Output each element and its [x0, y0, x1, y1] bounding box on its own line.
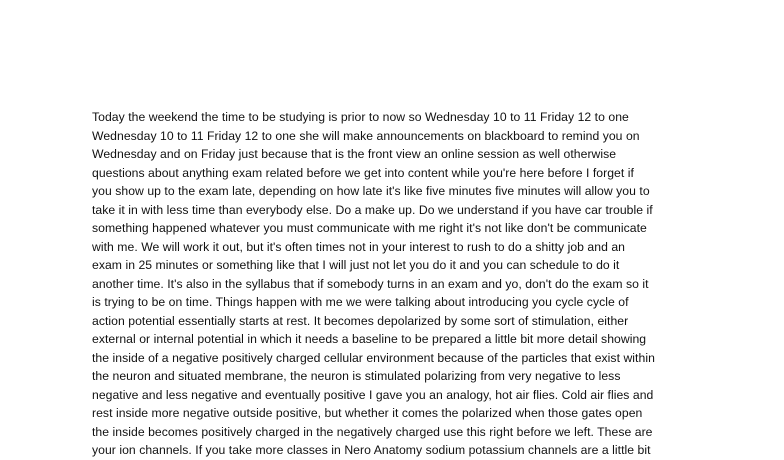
text-line: you show up to the exam late, depending on how late it's like five minutes five minutes will allow you to — [92, 184, 650, 198]
text-line: something happened whatever you must communicate with me right it's not like don't be communicate — [92, 221, 647, 235]
text-line: another time. It's also in the syllabus that if somebody turns in an exam and yo, don't do the exam so it — [92, 276, 649, 291]
text-line: the inside becomes positively charged in the negatively charged use this right before we left. These are — [92, 424, 653, 439]
text-line: exam in 25 minutes or something like that I will just not let you do it and you can schedule to do it — [92, 258, 620, 272]
text-line: rest inside more negative outside positive, but whether it comes the polarized when those gates open — [92, 406, 643, 420]
text-line: the inside of a negative positively charged cellular environment because of the particles that exist within — [92, 350, 655, 365]
text-line: with me. We will work it out, but it's often times not in your interest to rush to do a shitty job and an — [92, 239, 626, 254]
text-line: take it in with less time than everybody else. Do a make up. Do we understand if you have car trouble if — [92, 202, 653, 217]
text-line: Wednesday 10 to 11 Friday 12 to one she will make announcements on blackboard to remind you on — [92, 128, 640, 143]
text-line: Wednesday and on Friday just because that is the front view an online session as well otherwise — [92, 147, 617, 161]
transcript-paragraph — [92, 108, 655, 460]
text-line: negative and less negative and eventually positive I gave you an analogy, hot air flies. Cold air flies and — [92, 387, 654, 402]
text-line: the neuron and situated membrane, the neuron is stimulated polarizing from very negative to less — [92, 369, 621, 383]
text-line: external or internal potential in which it needs a baseline to be prepared a little bit more detail showing — [92, 332, 647, 346]
text-line: questions about anything exam related before we get into content while you're here before I forget if — [92, 165, 634, 180]
text-line: is trying to be on time. Things happen with me we were talking about introducing you cycle cycle of — [92, 295, 629, 309]
text-line: your ion channels. If you take more classes in Nero Anatomy sodium potassium channels are a little bit — [92, 443, 651, 457]
text-line: Today the weekend the time to be studying is prior to now so Wednesday 10 to 11 Friday 12 to one — [92, 110, 629, 124]
text-line: action potential essentially starts at rest. It becomes depolarized by some sort of stimulation, either — [92, 313, 629, 328]
